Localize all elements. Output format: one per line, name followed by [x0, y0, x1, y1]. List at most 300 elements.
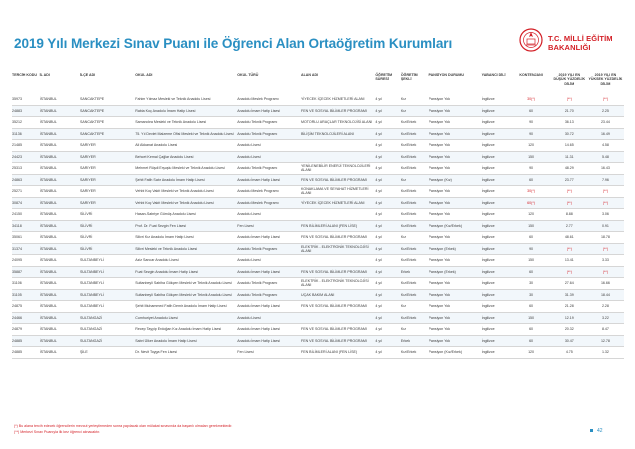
cell-alan: KONAKLAMA VE SEYAHAT HİZMETLERİ ALANI	[301, 186, 375, 198]
cell-dil: İngilizce	[482, 289, 512, 301]
cell-kod: 31106	[12, 278, 40, 290]
cell-yuzdelik: 7.96	[588, 174, 624, 186]
cell-puan: (**)	[552, 243, 588, 255]
cell-dil: İngilizce	[482, 278, 512, 290]
cell-pansiyon: Pansiyon Yok	[429, 140, 482, 152]
cell-il: İSTANBUL	[40, 301, 80, 313]
cell-kod: 34118	[12, 220, 40, 232]
table-row	[12, 324, 624, 336]
table-row	[12, 347, 624, 359]
cell-ilce: SULTANBEYLİ	[80, 301, 135, 313]
cell-okul: Silivri Kız Anadolu İmam Hatip Lisesi	[135, 232, 237, 244]
cell-alan	[301, 140, 375, 152]
cell-kod: 24095	[12, 255, 40, 267]
cell-kontenjan: 150	[511, 151, 551, 163]
cell-il: İSTANBUL	[40, 312, 80, 324]
cell-dil: İngilizce	[482, 197, 512, 209]
cell-kod: 24150	[12, 209, 40, 221]
cell-kod: 31374	[12, 243, 40, 255]
cell-puan: 30.47	[552, 335, 588, 347]
cell-kontenjan: 60	[511, 266, 551, 278]
cell-dil: İngilizce	[482, 266, 512, 278]
cell-yuzdelik: 1.32	[588, 347, 624, 359]
cell-ilce: SULTANBEYLİ	[80, 255, 135, 267]
cell-pansiyon: Pansiyon Yok	[429, 301, 482, 313]
cell-pansiyon: Pansiyon Yok	[429, 209, 482, 221]
cell-pansiyon: Pansiyon (Erkek)	[429, 266, 482, 278]
cell-tur: Anadolu Lisesi	[237, 151, 301, 163]
table-row	[12, 243, 624, 255]
col-alan: ALAN ADI	[301, 73, 319, 77]
cell-il: İSTANBUL	[40, 140, 80, 152]
cell-alan: FEN VE SOSYAL BİLİMLER PROGRAMI	[301, 174, 375, 186]
cell-sekil: Kız/Erkek	[401, 243, 429, 255]
cell-pansiyon: Pansiyon Yok	[429, 335, 482, 347]
cell-sure: 4 yıl	[375, 197, 401, 209]
col-kod: TERCİH KODU	[12, 73, 37, 77]
cell-puan: 13.41	[552, 255, 588, 267]
cell-yuzdelik: 8.47	[588, 324, 624, 336]
cell-sure: 4 yıl	[375, 324, 401, 336]
cell-kontenjan: 60	[511, 105, 551, 117]
cell-sekil: Kız/Erkek	[401, 151, 429, 163]
cell-ilce: SANCAKTEPE	[80, 128, 135, 140]
cell-puan: 48.61	[552, 232, 588, 244]
cell-kod: 24885	[12, 347, 40, 359]
cell-yuzdelik: 23.44	[588, 117, 624, 129]
cell-sure: 4 yıl	[375, 128, 401, 140]
cell-pansiyon: Pansiyon Yok	[429, 255, 482, 267]
cell-puan: 8.88	[552, 209, 588, 221]
cell-puan: (**)	[552, 94, 588, 105]
cell-alan	[301, 312, 375, 324]
cell-okul: Ali Akkanat Anadolu Lisesi	[135, 140, 237, 152]
table-row	[12, 117, 624, 129]
cell-tur: Anadolu İmam Hatip Lisesi	[237, 324, 301, 336]
cell-kontenjan: 150	[511, 312, 551, 324]
cell-dil: İngilizce	[482, 232, 512, 244]
cell-il: İSTANBUL	[40, 220, 80, 232]
cell-okul: Silivri Mesleki ve Teknik Anadolu Lisesi	[135, 243, 237, 255]
cell-kontenjan: 30	[511, 289, 551, 301]
cell-sure: 4 yıl	[375, 209, 401, 221]
cell-tur: Fen Lisesi	[237, 220, 301, 232]
cell-kod: 24883	[12, 105, 40, 117]
table-row	[12, 105, 624, 117]
table-row	[12, 301, 624, 313]
cell-sekil: Kız	[401, 232, 429, 244]
cell-il: İSTANBUL	[40, 197, 80, 209]
table-row	[12, 312, 624, 324]
table-row	[12, 232, 624, 244]
cell-ilce: SİLİVRİ	[80, 232, 135, 244]
cell-okul: Vehbi Koç Vakfı Mesleki ve Teknik Anadolu Lisesi	[135, 186, 237, 198]
cell-il: İSTANBUL	[40, 163, 80, 175]
cell-puan: 2.77	[552, 220, 588, 232]
cell-sekil: Kız	[401, 324, 429, 336]
cell-okul: Aziz Sancar Anadolu Lisesi	[135, 255, 237, 267]
cell-dil: İngilizce	[482, 324, 512, 336]
cell-alan: UÇAK BAKIM ALANI	[301, 289, 375, 301]
cell-alan: FEN VE SOSYAL BİLİMLER PROGRAMI	[301, 335, 375, 347]
col-tur: OKUL TÜRÜ	[237, 73, 259, 77]
cell-dil: İngilizce	[482, 312, 512, 324]
page-number	[590, 428, 603, 434]
cell-sure: 4 yıl	[375, 266, 401, 278]
cell-puan: 21.70	[552, 105, 588, 117]
cell-tur: Fen Lisesi	[237, 347, 301, 359]
cell-kod: 24875	[12, 301, 40, 313]
cell-alan: FEN VE SOSYAL BİLİMLER PROGRAMI	[301, 232, 375, 244]
cell-il: İSTANBUL	[40, 266, 80, 278]
cell-sure: 4 yıl	[375, 94, 401, 105]
cell-sure: 4 yıl	[375, 232, 401, 244]
cell-dil: İngilizce	[482, 255, 512, 267]
table-row	[12, 209, 624, 221]
cell-yuzdelik: 2.25	[588, 105, 624, 117]
cell-kod: 31105	[12, 289, 40, 301]
cell-ilce: SİLİVRİ	[80, 220, 135, 232]
cell-dil: İngilizce	[482, 163, 512, 175]
cell-tur: Anadolu İmam Hatip Lisesi	[237, 335, 301, 347]
cell-kontenjan: 150	[511, 255, 551, 267]
cell-il: İSTANBUL	[40, 209, 80, 221]
table-row	[12, 186, 624, 198]
cell-dil: İngilizce	[482, 117, 512, 129]
cell-puan: 31.39	[552, 289, 588, 301]
cell-alan	[301, 255, 375, 267]
cell-sure: 4 yıl	[375, 105, 401, 117]
col-sekil: ÖĞRETİM ŞEKLİ	[400, 73, 418, 82]
cell-kontenjan: 30	[511, 278, 551, 290]
cell-sekil: Kız/Erkek	[401, 186, 429, 198]
logo-line-2: BAKANLIĞI	[548, 43, 591, 52]
cell-dil: İngilizce	[482, 186, 512, 198]
logo-line-1: T.C. MİLLİ EĞİTİM	[548, 34, 613, 43]
col-okul: OKUL ADI	[135, 73, 153, 77]
cell-kontenjan: 60	[511, 174, 551, 186]
cell-dil: İngilizce	[482, 140, 512, 152]
cell-sekil: Kız	[401, 105, 429, 117]
cell-dil: İngilizce	[482, 105, 512, 117]
cell-il: İSTANBUL	[40, 151, 80, 163]
cell-pansiyon: Pansiyon (Kız/Erkek)	[429, 347, 482, 359]
cell-yuzdelik: (**)	[588, 94, 624, 105]
cell-tur: Anadolu Lisesi	[237, 140, 301, 152]
cell-dil: İngilizce	[482, 243, 512, 255]
cell-ilce: SANCAKTEPE	[80, 105, 135, 117]
col-kontenjan: KONTENJANI	[519, 73, 543, 77]
cell-kontenjan: 120	[511, 347, 551, 359]
cell-kontenjan: 150	[511, 220, 551, 232]
cell-tur: Anadolu İmam Hatip Lisesi	[237, 105, 301, 117]
cell-okul: Recep Tayyip Erdoğan Kız Anadolu İmam Hatip Lisesi	[135, 324, 237, 336]
cell-kod: 35212	[12, 117, 40, 129]
cell-sekil: Kız/Erkek	[401, 278, 429, 290]
cell-puan: 36.13	[552, 117, 588, 129]
cell-yuzdelik: 3.33	[588, 255, 624, 267]
cell-kod: 24879	[12, 324, 40, 336]
cell-okul: 75. Yıl Devlet Malzeme Ofisi Mesleki ve Teknik Anadolu Lisesi	[135, 128, 237, 140]
cell-pansiyon: Pansiyon Yok	[429, 278, 482, 290]
cell-pansiyon: Pansiyon (Kız)	[429, 174, 482, 186]
cell-pansiyon: Pansiyon Yok	[429, 117, 482, 129]
cell-sekil: Kız/Erkek	[401, 220, 429, 232]
cell-yuzdelik: 16.49	[588, 128, 624, 140]
cell-yuzdelik: 18.44	[588, 289, 624, 301]
cell-pansiyon: Pansiyon Yok	[429, 151, 482, 163]
cell-puan: 23.77	[552, 174, 588, 186]
cell-kod: 25313	[12, 163, 40, 175]
cell-pansiyon: Pansiyon (Erkek)	[429, 243, 482, 255]
cell-pansiyon: Pansiyon Yok	[429, 289, 482, 301]
cell-alan: FEN BİLİMLERİ ALANI (FEN LİSE)	[301, 347, 375, 359]
cell-sekil: Kız	[401, 94, 429, 105]
cell-tur: Anadolu Teknik Programı	[237, 117, 301, 129]
cell-sekil: Kız/Erkek	[401, 209, 429, 221]
table-row	[12, 140, 624, 152]
table-row	[12, 255, 624, 267]
cell-okul: Dr. Nevit Toyga Fen Lisesi	[135, 347, 237, 359]
cell-tur: Anadolu Teknik Programı	[237, 289, 301, 301]
cell-ilce: SULTANBEYLİ	[80, 289, 135, 301]
cell-puan: (**)	[552, 266, 588, 278]
page-title: 2019 Yılı Merkezi Sınav Puanı ile Öğrenci Alan Ortaöğretim Kurumları	[14, 36, 453, 51]
cell-sekil: Kız/Erkek	[401, 128, 429, 140]
cell-ilce: SULTANBEYLİ	[80, 278, 135, 290]
cell-sure: 4 yıl	[375, 220, 401, 232]
ministry-emblem-icon	[518, 26, 544, 56]
cell-sekil: Erkek	[401, 266, 429, 278]
cell-ilce: SARIYER	[80, 151, 135, 163]
cell-kod: 24423	[12, 151, 40, 163]
cell-ilce: SANCAKTEPE	[80, 117, 135, 129]
cell-puan: 30.72	[552, 128, 588, 140]
cell-ilce: SARIYER	[80, 186, 135, 198]
table-row	[12, 163, 624, 175]
cell-okul: Mehmet Rüşdi Erşuşlu Mesleki ve Teknik Anadolu Lisesi	[135, 163, 237, 175]
cell-pansiyon: Pansiyon Yok	[429, 324, 482, 336]
cell-tur: Anadolu Lisesi	[237, 209, 301, 221]
cell-kod: 35887	[12, 266, 40, 278]
cell-dil: İngilizce	[482, 151, 512, 163]
cell-pansiyon: Pansiyon Yok	[429, 94, 482, 105]
cell-alan: YİYECEK İÇECEK HİZMETLERİ ALANI	[301, 94, 375, 105]
cell-yuzdelik: 3.22	[588, 312, 624, 324]
cell-il: İSTANBUL	[40, 174, 80, 186]
cell-alan: FEN VE SOSYAL BİLİMLER PROGRAMI	[301, 105, 375, 117]
table-row	[12, 335, 624, 347]
cell-yuzdelik: 2.28	[588, 301, 624, 313]
cell-tur: Anadolu İmam Hatip Lisesi	[237, 232, 301, 244]
cell-sekil: Kız	[401, 301, 429, 313]
cell-alan: FEN VE SOSYAL BİLİMLER PROGRAMI	[301, 301, 375, 313]
table-row	[12, 197, 624, 209]
cell-alan: FEN BİLİMLERİ ALANI (FEN LİSE)	[301, 220, 375, 232]
cell-yuzdelik: 4.58	[588, 140, 624, 152]
cell-kod: 25271	[12, 186, 40, 198]
cell-tur: Anadolu İmam Hatip Lisesi	[237, 266, 301, 278]
cell-dil: İngilizce	[482, 94, 512, 105]
cell-puan: 48.29	[552, 163, 588, 175]
cell-ilce: SİLİVRİ	[80, 209, 135, 221]
cell-pansiyon: Pansiyon Yok	[429, 312, 482, 324]
cell-okul: Hasan-Sabriye Gümüş Anadolu Lisesi	[135, 209, 237, 221]
cell-il: İSTANBUL	[40, 243, 80, 255]
cell-alan	[301, 209, 375, 221]
cell-okul: Sultanbeyli Sabiha Gökçen Mesleki ve Teknik Anadolu Lisesi	[135, 289, 237, 301]
cell-tur: Anadolu Lisesi	[237, 312, 301, 324]
cell-alan: BİLİŞİM TEKNOLOJİLERİ ALANI	[301, 128, 375, 140]
cell-sure: 4 yıl	[375, 186, 401, 198]
cell-kod: 30874	[12, 197, 40, 209]
cell-sure: 4 yıl	[375, 335, 401, 347]
cell-sekil: Kız/Erkek	[401, 289, 429, 301]
cell-kontenjan: 30(*)	[511, 94, 551, 105]
cell-sure: 4 yıl	[375, 117, 401, 129]
cell-dil: İngilizce	[482, 347, 512, 359]
cell-yuzdelik: 12.78	[588, 335, 624, 347]
cell-alan: FEN VE SOSYAL BİLİMLER PROGRAMI	[301, 266, 375, 278]
cell-puan: 12.19	[552, 312, 588, 324]
cell-kod: 35061	[12, 232, 40, 244]
cell-yuzdelik: 16.66	[588, 278, 624, 290]
cell-sekil: Kız/Erkek	[401, 140, 429, 152]
cell-il: İSTANBUL	[40, 347, 80, 359]
col-il: İL ADI	[39, 73, 50, 77]
cell-ilce: SULTANGAZİ	[80, 335, 135, 347]
cell-alan: MOTORLU ARAÇLAR TEKNOLOJİSİ ALANI	[301, 117, 375, 129]
cell-puan: (**)	[552, 186, 588, 198]
cell-sekil: Erkek	[401, 335, 429, 347]
cell-okul: Fuat Sezgin Anadolu İmam Hatip Lisesi	[135, 266, 237, 278]
ministry-logo	[518, 26, 618, 60]
cell-kontenjan: 90	[511, 163, 551, 175]
cell-sekil: Kız/Erkek	[401, 197, 429, 209]
col-pansiyon: PANSİYON DURUMU	[428, 73, 464, 77]
cell-sekil: Kız/Erkek	[401, 312, 429, 324]
cell-kod: 24466	[12, 312, 40, 324]
cell-sekil: Kız/Erkek	[401, 347, 429, 359]
cell-alan: YENİLENEBİLİR ENERJİ TEKNOLOJİLERİ ALANI	[301, 163, 375, 175]
cell-sure: 4 yıl	[375, 289, 401, 301]
cell-sure: 4 yıl	[375, 255, 401, 267]
col-puan: 2019 YILI EN DÜŞÜK YÜZDELİK DİLİM	[553, 73, 586, 86]
cell-kontenjan: 60	[511, 232, 551, 244]
table-row	[12, 220, 624, 232]
cell-puan: (**)	[552, 197, 588, 209]
cell-yuzdelik: 0.91	[588, 220, 624, 232]
col-yuzdelik: 2019 YILI EN YÜKSEK YÜZDELİK DİLİM	[588, 73, 623, 86]
cell-ilce: SARIYER	[80, 163, 135, 175]
cell-tur: Anadolu Meslek Programı	[237, 94, 301, 105]
cell-okul: Behcet Kemal Çağlar Anadolu Lisesi	[135, 151, 237, 163]
cell-kontenjan: 30(*)	[511, 186, 551, 198]
cell-kod: 21485	[12, 140, 40, 152]
cell-yuzdelik: (**)	[588, 266, 624, 278]
cell-sekil: Kız/Erkek	[401, 255, 429, 267]
cell-pansiyon: Pansiyon Yok	[429, 197, 482, 209]
cell-ilce: SULTANGAZİ	[80, 324, 135, 336]
cell-dil: İngilizce	[482, 335, 512, 347]
cell-il: İSTANBUL	[40, 335, 80, 347]
cell-ilce: SULTANGAZİ	[80, 312, 135, 324]
cell-kontenjan: 60(*)	[511, 197, 551, 209]
cell-tur: Anadolu Meslek Programı	[237, 197, 301, 209]
table-header	[12, 73, 624, 94]
cell-kontenjan: 60	[511, 335, 551, 347]
cell-tur: Anadolu Teknik Programı	[237, 163, 301, 175]
page-number-text: 42	[597, 428, 603, 434]
cell-tur: Anadolu İmam Hatip Lisesi	[237, 174, 301, 186]
cell-ilce: SİLİVRİ	[80, 243, 135, 255]
cell-tur: Anadolu İmam Hatip Lisesi	[237, 301, 301, 313]
footnote-1: (*) Bu alana tercih edecek öğrencilerin mevcut yerleştirmeden sonra yapılacak olan mülakat sınavında da başarılı olmaları gerekmektedir.	[14, 424, 233, 428]
cell-sekil: Kız	[401, 174, 429, 186]
cell-okul: Şehit Muhammed Fatih Demir Anadolu İmam Hatip Lisesi	[135, 301, 237, 313]
cell-yuzdelik: (**)	[588, 186, 624, 198]
cell-yuzdelik: 5.48	[588, 151, 624, 163]
table-row	[12, 151, 624, 163]
cell-sure: 4 yıl	[375, 301, 401, 313]
cell-okul: Prof. Dr. Fuat Sezgin Fen Lisesi	[135, 220, 237, 232]
cell-kontenjan: 90	[511, 128, 551, 140]
cell-alan: ELEKTRİK - ELEKTRONİK TEKNOLOJİSİ ALANI	[301, 278, 375, 290]
cell-kontenjan: 90	[511, 243, 551, 255]
cell-okul: Vehbi Koç Vakfı Mesleki ve Teknik Anadolu Lisesi	[135, 197, 237, 209]
cell-tur: Anadolu Teknik Programı	[237, 243, 301, 255]
cell-dil: İngilizce	[482, 174, 512, 186]
cell-il: İSTANBUL	[40, 128, 80, 140]
cell-il: İSTANBUL	[40, 278, 80, 290]
cell-puan: 4.75	[552, 347, 588, 359]
table-body	[12, 94, 624, 358]
cell-il: İSTANBUL	[40, 94, 80, 105]
cell-sekil: Kız/Erkek	[401, 163, 429, 175]
cell-yuzdelik: (**)	[588, 243, 624, 255]
cell-kontenjan: 120	[511, 209, 551, 221]
cell-sure: 4 yıl	[375, 347, 401, 359]
cell-dil: İngilizce	[482, 209, 512, 221]
cell-okul: Fahim Yılmaz Mesleki ve Teknik Anadolu Lisesi	[135, 94, 237, 105]
cell-sure: 4 yıl	[375, 174, 401, 186]
cell-kod: 35973	[12, 94, 40, 105]
schools-table	[12, 73, 624, 359]
cell-il: İSTANBUL	[40, 117, 80, 129]
cell-okul: Samandıra Mesleki ve Teknik Anadolu Lisesi	[135, 117, 237, 129]
cell-pansiyon: Pansiyon Yok	[429, 105, 482, 117]
cell-tur: Anadolu Teknik Programı	[237, 278, 301, 290]
cell-sure: 4 yıl	[375, 140, 401, 152]
cell-ilce: SARIYER	[80, 197, 135, 209]
cell-yuzdelik: 3.06	[588, 209, 624, 221]
cell-pansiyon: Pansiyon Yok	[429, 186, 482, 198]
cell-sure: 4 yıl	[375, 243, 401, 255]
cell-tur: Anadolu Meslek Programı	[237, 186, 301, 198]
cell-puan: 21.28	[552, 301, 588, 313]
cell-il: İSTANBUL	[40, 324, 80, 336]
cell-pansiyon: Pansiyon Yok	[429, 128, 482, 140]
cell-kod: 31136	[12, 128, 40, 140]
cell-sure: 4 yıl	[375, 312, 401, 324]
cell-okul: Şehit Fatih Satır Anadolu İmam Hatip Lisesi	[135, 174, 237, 186]
cell-il: İSTANBUL	[40, 232, 80, 244]
cell-il: İSTANBUL	[40, 105, 80, 117]
cell-il: İSTANBUL	[40, 255, 80, 267]
cell-yuzdelik: 16.43	[588, 163, 624, 175]
cell-kod: 24863	[12, 174, 40, 186]
cell-kontenjan: 60	[511, 324, 551, 336]
